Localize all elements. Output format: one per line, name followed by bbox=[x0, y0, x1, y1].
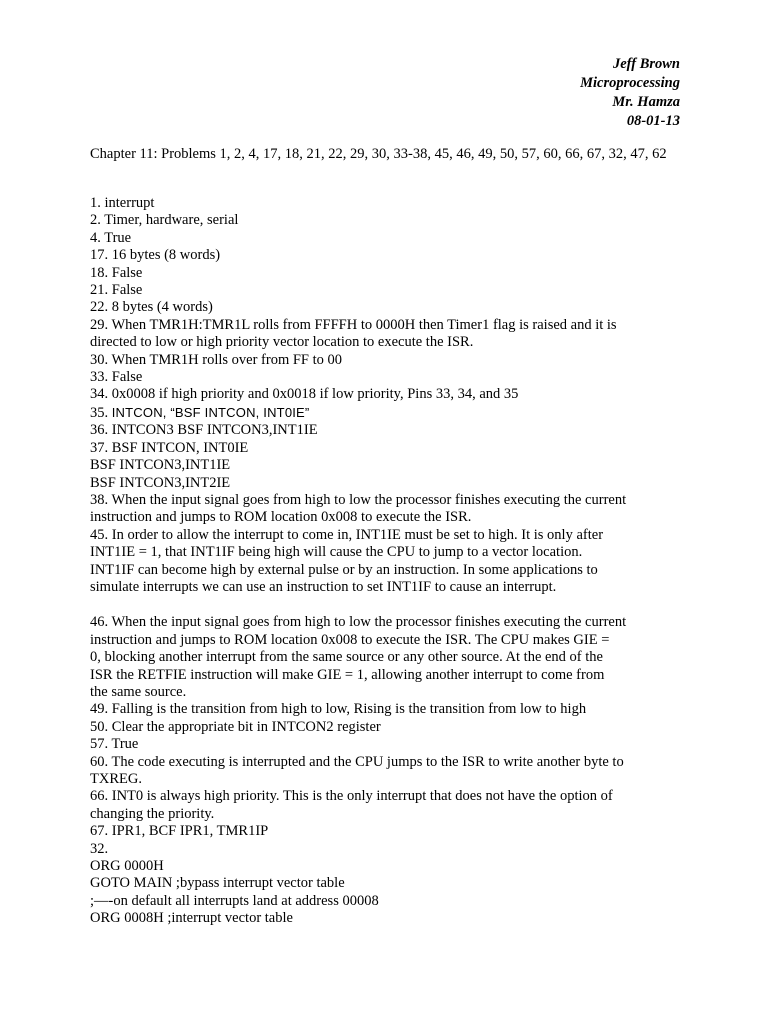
answer-37-line-1: 37. BSF INTCON, INT0IE bbox=[90, 439, 249, 456]
document-header bbox=[580, 55, 680, 131]
answer-50: 50. Clear the appropriate bit in INTCON2 register bbox=[90, 718, 381, 735]
chapter-heading: Chapter 11: Problems 1, 2, 4, 17, 18, 21, 22, 29, 30, 33-38, 45, 46, 49, 50, 57, 60, 66, 67, 32, 47, 62 bbox=[90, 146, 667, 162]
answer-17: 17. 16 bytes (8 words) bbox=[90, 247, 221, 264]
answer-45-line-3: INT1IF can become high by external pulse or by an instruction. In some applications to bbox=[90, 561, 598, 578]
answer-33: 33. False bbox=[90, 369, 143, 386]
answer-37-line-2: BSF INTCON3,INT1IE bbox=[90, 457, 231, 474]
answer-45-line-4: simulate interrupts we can use an instruction to set INT1IF to cause an interrupt. bbox=[90, 578, 557, 595]
answer-49: 49. Falling is the transition from high to low, Rising is the transition from low to high bbox=[90, 701, 587, 718]
answer-35-number: 35. bbox=[90, 404, 109, 421]
answer-46-line-5: the same source. bbox=[90, 683, 187, 700]
answer-18: 18. False bbox=[90, 264, 143, 281]
answer-list bbox=[90, 195, 660, 928]
answer-32: 32. bbox=[90, 840, 109, 857]
answer-37-line-3: BSF INTCON3,INT2IE bbox=[90, 474, 231, 491]
answer-35-text: INTCON, “BSF INTCON, INT0IE” bbox=[111, 404, 310, 420]
answer-30: 30. When TMR1H rolls over from FF to 00 bbox=[90, 351, 343, 368]
code-line-1: ORG 0000H bbox=[90, 858, 164, 875]
course-name: Microprocessing bbox=[580, 75, 680, 91]
document-date: 08-01-13 bbox=[626, 113, 680, 129]
answer-4: 4. True bbox=[90, 229, 132, 246]
code-line-4: ORG 0008H ;interrupt vector table bbox=[90, 910, 293, 927]
answer-35 bbox=[90, 404, 660, 422]
answer-60-line-1: 60. The code executing is interrupted and the CPU jumps to the ISR to write another byte to bbox=[90, 753, 624, 770]
answer-34: 34. 0x0008 if high priority and 0x0018 if low priority, Pins 33, 34, and 35 bbox=[90, 386, 519, 403]
answer-38-line-1: 38. When the input signal goes from high to low the processor finishes executing the current bbox=[90, 491, 627, 508]
answer-36: 36. INTCON3 BSF INTCON3,INT1IE bbox=[90, 422, 318, 439]
answer-1: 1. interrupt bbox=[90, 195, 155, 211]
author-name: Jeff Brown bbox=[612, 56, 680, 72]
answer-46-line-1: 46. When the input signal goes from high to low the processor finishes executing the current bbox=[90, 614, 627, 631]
answer-46-line-4: ISR the RETFIE instruction will make GIE = 1, allowing another interrupt to come from bbox=[90, 666, 605, 683]
paragraph-gap bbox=[90, 596, 660, 614]
answer-67: 67. IPR1, BCF IPR1, TMR1IP bbox=[90, 823, 269, 840]
answer-29-line-2: directed to low or high priority vector location to execute the ISR. bbox=[90, 334, 474, 351]
answer-38-line-2: instruction and jumps to ROM location 0x008 to execute the ISR. bbox=[90, 509, 472, 526]
answer-45-line-1: 45. In order to allow the interrupt to come in, INT1IE must be set to high. It is only after bbox=[90, 526, 604, 543]
answer-46-line-2: instruction and jumps to ROM location 0x008 to execute the ISR. The CPU makes GIE = bbox=[90, 631, 610, 648]
answer-60-line-2: TXREG. bbox=[90, 771, 142, 787]
answer-21: 21. False bbox=[90, 282, 143, 299]
answer-2: 2. Timer, hardware, serial bbox=[90, 212, 239, 229]
code-line-3: ;—-on default all interrupts land at address 00008 bbox=[90, 892, 379, 909]
answer-57: 57. True bbox=[90, 736, 139, 753]
answer-46-line-3: 0, blocking another interrupt from the same source or any other source. At the end of the bbox=[90, 649, 603, 666]
instructor-name: Mr. Hamza bbox=[612, 94, 680, 110]
answer-22: 22. 8 bytes (4 words) bbox=[90, 299, 213, 316]
answer-45-line-2: INT1IE = 1, that INT1IF being high will cause the CPU to jump to a vector location. bbox=[90, 544, 583, 561]
code-line-2: GOTO MAIN ;bypass interrupt vector table bbox=[90, 875, 345, 892]
answer-29-line-1: 29. When TMR1H:TMR1L rolls from FFFFH to 0000H then Timer1 flag is raised and it is bbox=[90, 316, 617, 333]
answer-66-line-1: 66. INT0 is always high priority. This is the only interrupt that does not have the option of bbox=[90, 788, 613, 805]
answer-66-line-2: changing the priority. bbox=[90, 805, 215, 822]
